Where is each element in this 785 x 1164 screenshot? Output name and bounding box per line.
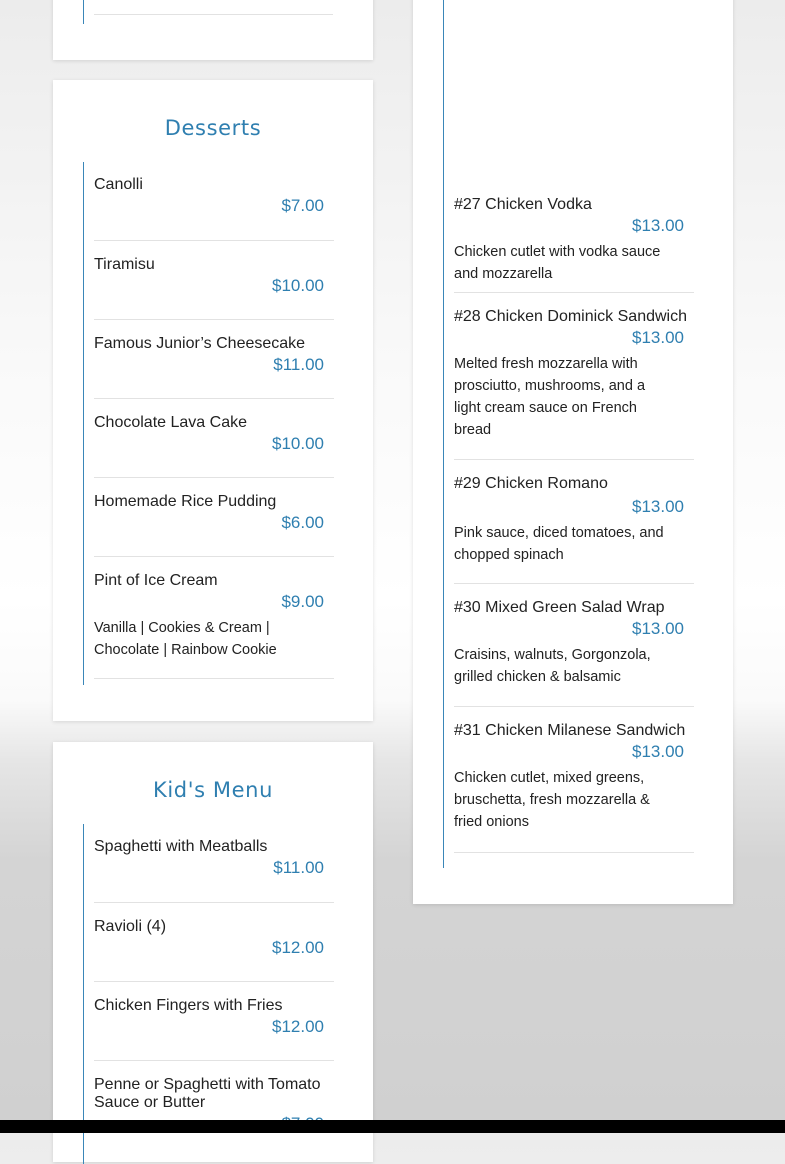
menu-item[interactable]: [94, 824, 334, 903]
sandwiches-card: [413, 0, 733, 904]
item-price: $13.00: [632, 328, 684, 347]
item-name: Tiramisu: [94, 256, 155, 273]
item-name: #29 Chicken Romano: [454, 475, 608, 492]
item-description: Chicken cutlet, mixed greens, bruschetta, fresh mozzarella & fried onions: [454, 770, 650, 830]
menu-item[interactable]: [94, 241, 334, 320]
item-price: $9.00: [281, 592, 324, 611]
screen-bottom-bar: [0, 1120, 785, 1133]
kids-menu-list: [83, 824, 334, 1164]
item-name: Chicken Fingers with Fries: [94, 997, 283, 1014]
item-price: $11.00: [273, 858, 324, 877]
desserts-card: [53, 80, 373, 721]
item-description: Melted fresh mozzarella with prosciutto, mushrooms, and a light cream sauce on French bread: [454, 356, 646, 438]
menu-item[interactable]: [94, 982, 334, 1061]
menu-item[interactable]: [454, 293, 694, 460]
desserts-title: Desserts: [164, 116, 262, 140]
item-name: Chocolate Lava Cake: [94, 414, 247, 431]
previous-section-divider: [94, 14, 333, 15]
item-name: Famous Junior’s Cheesecake: [94, 335, 306, 352]
desserts-list: [83, 162, 334, 685]
menu-item[interactable]: [94, 399, 334, 478]
item-name: #28 Chicken Dominick Sandwich: [454, 308, 687, 325]
item-price: $10.00: [272, 276, 324, 295]
menu-item[interactable]: [94, 557, 334, 679]
item-description: Pink sauce, diced tomatoes, and chopped spinach: [454, 525, 664, 563]
item-price: $13.00: [632, 497, 684, 516]
menu-item[interactable]: [454, 189, 694, 293]
item-name: Canolli: [94, 176, 143, 193]
item-name: Spaghetti with Meatballs: [94, 838, 268, 855]
item-price: $6.00: [281, 513, 324, 532]
menu-item[interactable]: [454, 584, 694, 707]
item-price: $13.00: [632, 216, 684, 235]
menu-item[interactable]: [94, 903, 334, 982]
menu-item[interactable]: [454, 707, 694, 853]
item-name: Ravioli (4): [94, 918, 167, 935]
item-description: Vanilla | Cookies & Cream | Chocolate | Rainbow Cookie: [94, 620, 277, 658]
item-name: #27 Chicken Vodka: [454, 196, 592, 213]
item-price: $11.00: [273, 355, 324, 374]
item-price: $13.00: [632, 742, 684, 761]
menu-item[interactable]: [454, 460, 694, 584]
kids-menu-card: [53, 742, 373, 1162]
item-name: Pint of Ice Cream: [94, 572, 218, 589]
item-description: Chicken cutlet with vodka sauce and mozzarella: [454, 244, 661, 282]
item-name: Homemade Rice Pudding: [94, 493, 277, 510]
sandwiches-list: [443, 0, 694, 868]
item-description: Craisins, walnuts, Gorgonzola, grilled chicken & balsamic: [454, 647, 651, 685]
item-price: $7.00: [281, 196, 324, 215]
item-name: Penne or Spaghetti with Tomato Sauce or Butter: [94, 1076, 321, 1111]
item-price: $12.00: [272, 938, 324, 957]
kids-menu-title: Kid's Menu: [153, 778, 273, 802]
item-price: $12.00: [272, 1017, 324, 1036]
previous-section-accent-line: [83, 0, 84, 24]
menu-item[interactable]: [94, 1061, 334, 1151]
menu-item[interactable]: [94, 478, 334, 557]
menu-item[interactable]: [94, 320, 334, 399]
item-price: $10.00: [272, 434, 324, 453]
menu-item[interactable]: [94, 162, 334, 241]
item-name: #30 Mixed Green Salad Wrap: [454, 599, 665, 616]
previous-section-card: [53, 0, 373, 60]
item-name: #31 Chicken Milanese Sandwich: [454, 722, 686, 739]
item-price: $13.00: [632, 619, 684, 638]
